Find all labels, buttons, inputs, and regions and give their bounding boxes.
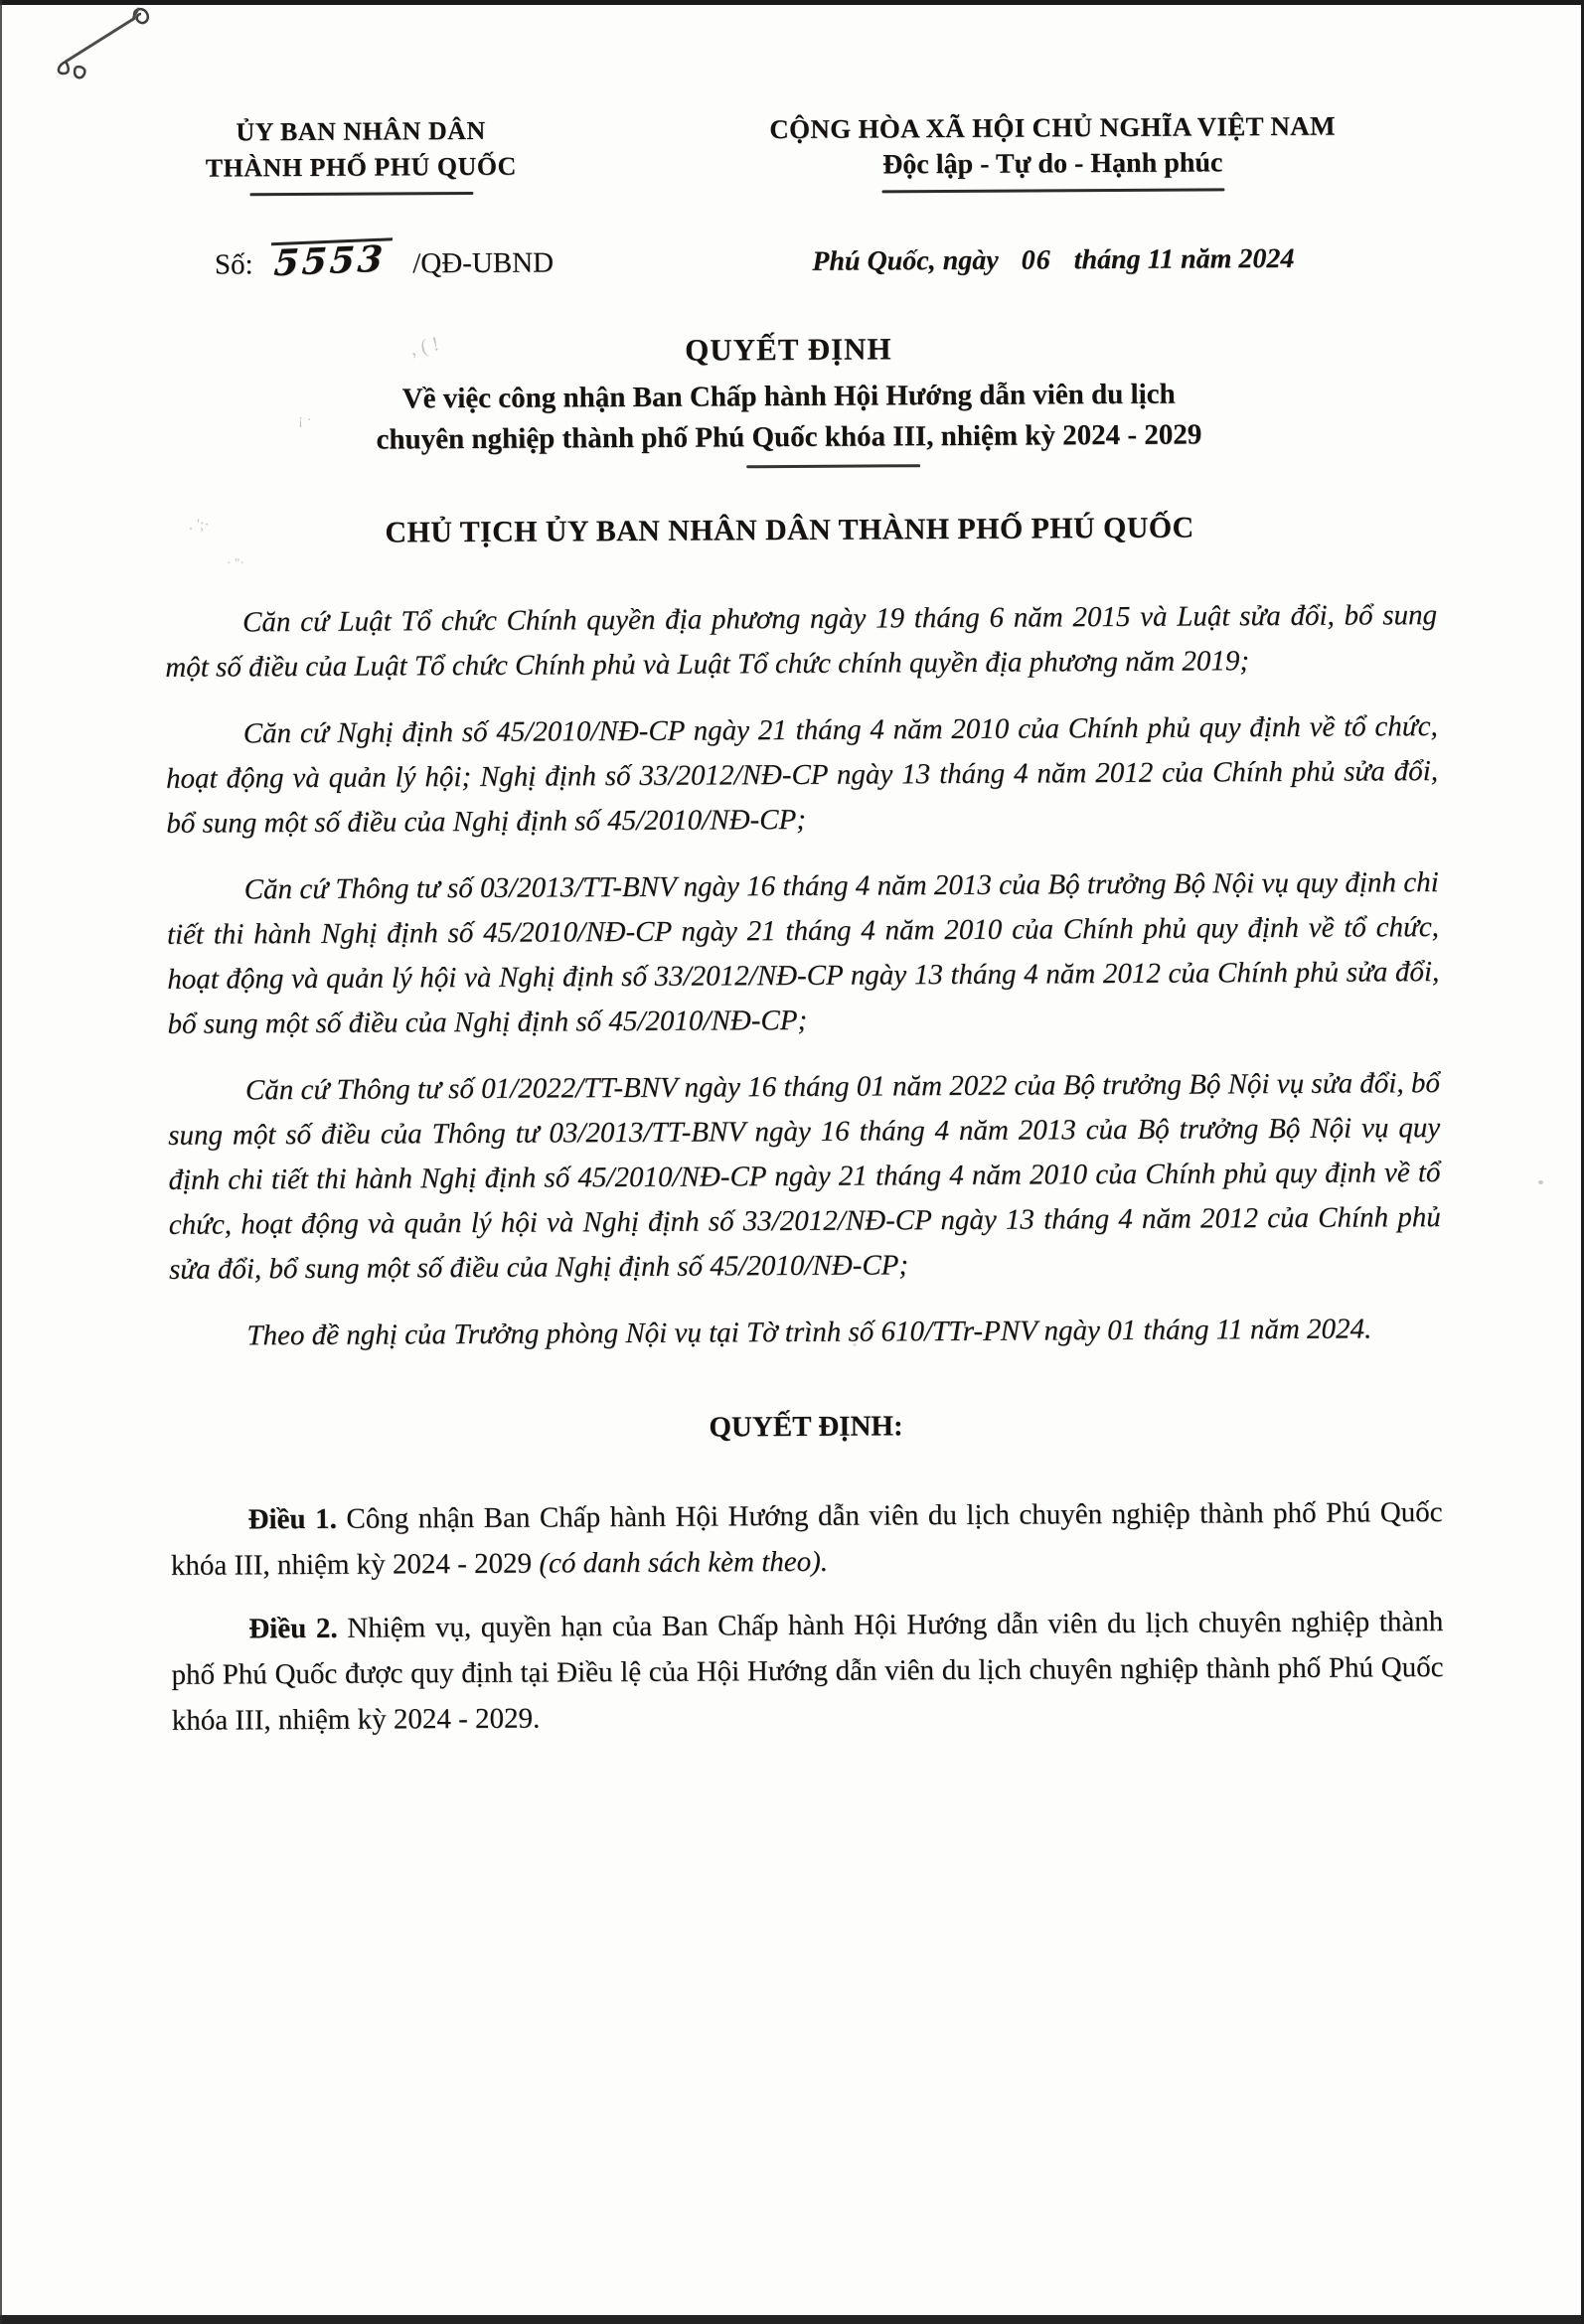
number-suffix: /QĐ-UBND xyxy=(412,246,554,280)
article-1-note: (có danh sách kèm theo). xyxy=(539,1545,829,1580)
deciding-authority: CHỦ TỊCH ỦY BAN NHÂN DÂN THÀNH PHỐ PHÚ QUỐC xyxy=(385,511,1194,549)
issuer-line1: ỦY BAN NHÂN DÂN xyxy=(236,115,486,147)
national-motto: Độc lập - Tự do - Hạnh phúc xyxy=(882,147,1223,181)
place-date-line xyxy=(666,242,1441,279)
document-subject xyxy=(0,372,1581,463)
scan-edge-left xyxy=(0,0,2,2324)
subject-line1: Về việc công nhận Ban Chấp hành Hội Hướng dẫn viên du lịch xyxy=(401,378,1176,415)
handwritten-number: 5553 xyxy=(269,237,394,281)
number-date-row xyxy=(0,232,1580,283)
article-2-text: Nhiệm vụ, quyền hạn của Ban Chấp hành Hội Hướng dẫn viên du lịch chuyên nghiệp thành phố Phú Quốc được quy định tại Điều lệ của Hội Hướng dẫn viên du lịch chuyên nghiệp thành phố Phú Quốc khóa III, nhiệm kỳ 2024 - 2029. xyxy=(171,1606,1444,1737)
issuer-line2: THÀNH PHỐ PHÚ QUỐC xyxy=(205,151,517,183)
scan-smudge: . ';· xyxy=(189,517,210,534)
article-1-label: Điều 1. xyxy=(247,1502,337,1536)
scan-smudge: · ''· xyxy=(227,556,244,571)
preamble-paragraph: Căn cứ Thông tư số 03/2013/TT-BNV ngày 16 tháng 4 năm 2013 của Bộ trưởng Bộ Nội vụ quy định chi tiết thi hành Nghị định số 45/2010/NĐ-CP ngày 21 tháng 4 năm 2010 của Chính phủ quy định về tổ chức, hoạt động và quản lý hội và Nghị định số 33/2012/NĐ-CP ngày 13 tháng 4 năm 2012 của Chính phủ sửa đổi, bổ sung một số điều của Nghị định số 45/2010/NĐ-CP; xyxy=(166,866,1440,1040)
staple-mark-icon xyxy=(52,6,171,83)
issuing-authority-block xyxy=(162,112,559,197)
place-date-suffix: tháng 11 năm 2024 xyxy=(1073,242,1295,276)
scan-edge-bottom xyxy=(0,2315,1584,2324)
national-motto-block xyxy=(665,107,1440,195)
document-number xyxy=(214,237,554,285)
article-2-label: Điều 2. xyxy=(248,1612,338,1645)
scan-smudge: ‚ ( ! xyxy=(406,333,441,361)
number-label: Số: xyxy=(214,248,253,281)
scan-speck xyxy=(1538,1180,1543,1184)
preamble-paragraph: Theo đề nghị của Trưởng phòng Nội vụ tại Tờ trình số 610/TTr-PNV ngày 01 tháng 11 năm 2024. xyxy=(246,1313,1372,1352)
scan-speck xyxy=(853,1343,857,1346)
national-title: CỘNG HÒA XÃ HỘI CHỦ NGHĨA VIỆT NAM xyxy=(769,110,1336,145)
handwritten-day: 06 xyxy=(1021,244,1051,276)
preamble-paragraph: Căn cứ Luật Tổ chức Chính quyền địa phương ngày 19 tháng 6 năm 2015 và Luật sửa đổi, bổ sung một số điều của Luật Tổ chức Chính phủ và Luật Tổ chức chính quyền địa phương năm 2019; xyxy=(165,599,1438,684)
letterhead xyxy=(0,0,1579,199)
document-body xyxy=(0,592,1584,1745)
issuer-underline xyxy=(249,192,473,196)
article-2 xyxy=(171,1599,1444,1744)
subject-underline xyxy=(746,464,920,468)
preamble-paragraph: Căn cứ Nghị định số 45/2010/NĐ-CP ngày 21 tháng 4 năm 2010 của Chính phủ quy định về tổ chức, hoạt động và quản lý hội; Nghị định số 33/2012/NĐ-CP ngày 13 tháng 4 năm 2012 của Chính phủ sửa đổi, bổ sung một số điều của Nghị định số 45/2010/NĐ-CP; xyxy=(165,710,1439,840)
operative-heading: QUYẾT ĐỊNH: xyxy=(709,1410,903,1444)
motto-underline xyxy=(881,188,1224,193)
preamble-paragraph: Căn cứ Thông tư số 01/2022/TT-BNV ngày 16 tháng 01 năm 2022 của Bộ trưởng Bộ Nội vụ sửa đổi, bổ sung một số điều của Thông tư 03/2013/TT-BNV ngày 16 tháng 4 năm 2013 của Bộ trưởng Bộ Nội vụ quy định chi tiết thi hành Nghị định số 45/2010/NĐ-CP ngày 21 tháng 4 năm 2010 của Chính phủ quy định về tổ chức, hoạt động và quản lý hội và Nghị định số 33/2012/NĐ-CP ngày 13 tháng 4 năm 2012 của Chính phủ sửa đổi, bổ sung một số điều của Nghị định số 45/2010/NĐ-CP; xyxy=(168,1067,1441,1286)
article-1-text: Công nhận Ban Chấp hành Hội Hướng dẫn viên du lịch chuyên nghiệp thành phố Phú Quốc khóa III, nhiệm kỳ 2024 - 2029 xyxy=(170,1496,1443,1582)
preamble-section xyxy=(165,593,1442,1359)
subject-line2: chuyên nghiệp thành phố Phú Quốc khóa III, nhiệm kỳ 2024 - 2029 xyxy=(376,418,1202,456)
article-1 xyxy=(170,1489,1443,1589)
place-date-prefix: Phú Quốc, ngày xyxy=(812,244,999,277)
scan-edge-top xyxy=(0,0,1584,5)
document-type-title: QUYẾT ĐỊNH xyxy=(685,331,892,368)
scan-smudge: ¡ · xyxy=(298,412,312,428)
